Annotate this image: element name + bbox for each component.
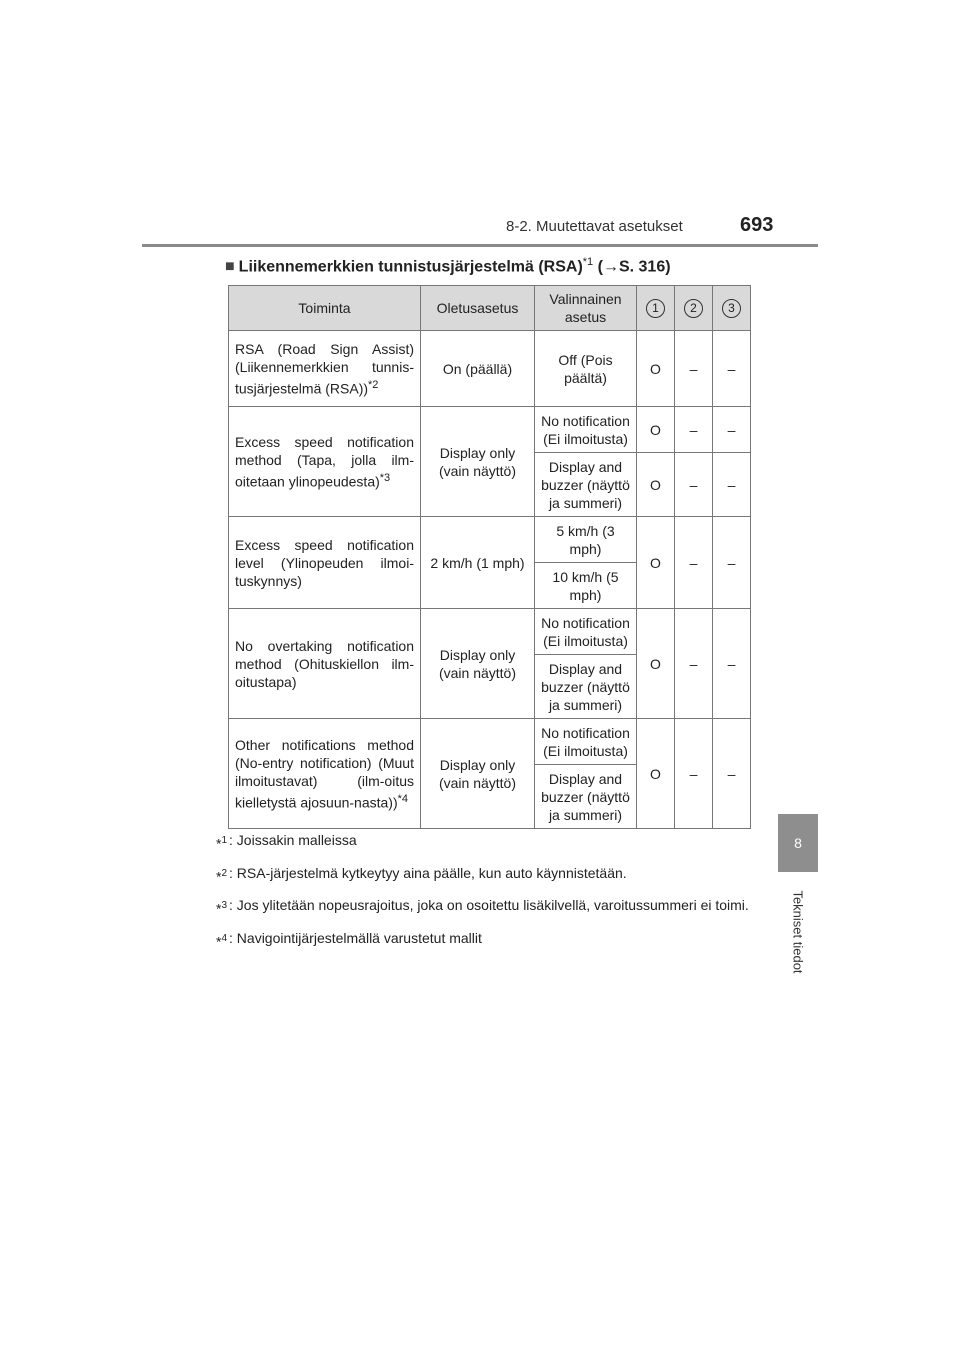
setting-1-cell: O xyxy=(637,719,675,829)
section-heading xyxy=(225,256,671,276)
chapter-label-text: Tekniset tiedot xyxy=(790,890,806,974)
setting-2-cell: – xyxy=(675,407,713,453)
section-title: 8-2. Muutettavat asetukset xyxy=(506,218,683,235)
function-cell: Other notifications method (No-entry notification) (Muut ilmoitustavat) (ilm-oitus kielletystä ajosuun-nasta))$^{*4}$ xyxy=(229,719,421,829)
table-row xyxy=(229,331,751,407)
function-cell: Excess speed notification level (Ylinopeuden ilmoi-tuskynnys) xyxy=(229,517,421,609)
setting-3-cell: – xyxy=(713,331,751,407)
default-cell: 2 km/h (1 mph) xyxy=(421,517,535,609)
setting-3-cell: – xyxy=(713,719,751,829)
footnote-item: *$^2$ : RSA-järjestelmä kytkeytyy aina päälle, kun auto käynnistetään. xyxy=(216,864,627,885)
function-cell: RSA (Road Sign Assist) (Liikennemerkkien tunnis-tusjärjestelmä (RSA))$^{*2}$ xyxy=(229,331,421,407)
col-function: Toiminta xyxy=(229,286,421,331)
circled-1-icon: 1 xyxy=(646,299,665,318)
col-2 xyxy=(675,286,713,331)
option-cell: Display and buzzer (näyttö ja summeri) xyxy=(535,453,637,517)
default-cell: On (päällä) xyxy=(421,331,535,407)
setting-2-cell: – xyxy=(675,517,713,609)
function-cell: No overtaking notification method (Ohituskiellon ilm-oitustapa) xyxy=(229,609,421,719)
default-cell: Display only (vain näyttö) xyxy=(421,609,535,719)
col-3 xyxy=(713,286,751,331)
option-cell: 5 km/h (3 mph) xyxy=(535,517,637,563)
setting-1-cell: O xyxy=(637,453,675,517)
footnote-item: *$^4$ : Navigointijärjestelmällä varustetut mallit xyxy=(216,929,482,950)
footnote-item: *$^3$ : Jos ylitetään nopeusrajoitus, joka on osoitettu lisäkilvellä, varoitussummeri ei toimi. xyxy=(216,897,749,917)
settings-table xyxy=(228,285,751,829)
default-cell: Display only (vain näyttö) xyxy=(421,719,535,829)
setting-3-cell: – xyxy=(713,407,751,453)
heading-footnote-ref: *1 xyxy=(582,256,594,268)
option-cell: Display and buzzer (näyttö ja summeri) xyxy=(535,655,637,719)
table-row xyxy=(229,719,751,765)
option-cell: No notification (Ei ilmoitusta) xyxy=(535,719,637,765)
page-number: 693 xyxy=(740,214,774,236)
footnotes xyxy=(216,830,756,961)
setting-3-cell: – xyxy=(713,453,751,517)
default-cell: Display only (vain näyttö) xyxy=(421,407,535,517)
setting-2-cell: – xyxy=(675,609,713,719)
setting-2-cell: – xyxy=(675,453,713,517)
option-cell: Display and buzzer (näyttö ja summeri) xyxy=(535,765,637,829)
setting-3-cell: – xyxy=(713,609,751,719)
footnote-item: *$^1$ : Joissakin malleissa xyxy=(216,832,357,852)
col-1 xyxy=(637,286,675,331)
option-cell: 10 km/h (5 mph) xyxy=(535,563,637,609)
chapter-tab xyxy=(778,814,818,872)
circled-2-icon: 2 xyxy=(684,299,703,318)
chapter-number: 8 xyxy=(794,835,802,851)
square-bullet-icon: ■ xyxy=(225,258,235,276)
heading-text: Liikennemerkkien tunnistusjärjestelmä (RSA) xyxy=(238,258,583,276)
header-divider xyxy=(142,244,818,247)
col-default: Oletusasetus xyxy=(421,286,535,331)
setting-1-cell: O xyxy=(637,331,675,407)
setting-1-cell: O xyxy=(637,517,675,609)
setting-2-cell: – xyxy=(675,331,713,407)
table-row xyxy=(229,609,751,655)
setting-2-cell: – xyxy=(675,719,713,829)
table-row xyxy=(229,517,751,563)
function-cell: Excess speed notification method (Tapa, jolla ilm-oitetaan ylinopeudesta)$^{*3}$ xyxy=(229,407,421,517)
setting-1-cell: O xyxy=(637,407,675,453)
setting-3-cell: – xyxy=(713,517,751,609)
col-optional: Valinnainen asetus xyxy=(535,286,637,331)
table-row xyxy=(229,407,751,453)
circled-3-icon: 3 xyxy=(722,299,741,318)
table-header-row xyxy=(229,286,751,331)
option-cell: No notification (Ei ilmoitusta) xyxy=(535,407,637,453)
heading-page-ref: (→S. 316) xyxy=(593,258,671,276)
setting-1-cell: O xyxy=(637,609,675,719)
option-cell: Off (Pois päältä) xyxy=(535,331,637,407)
option-cell: No notification (Ei ilmoitusta) xyxy=(535,609,637,655)
chapter-label xyxy=(788,882,808,982)
